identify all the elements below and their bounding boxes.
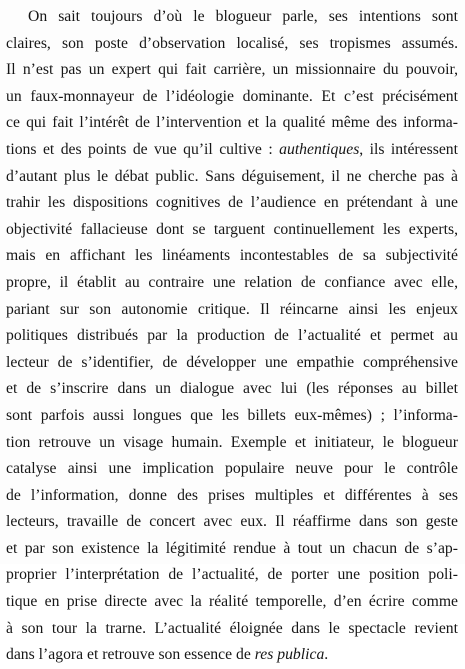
text-line: mais en affichant les linéaments incontestables de sa subjectivité [6,247,458,265]
text-line: objectivité fallacieuse dont se targuent continuellement les experts, [6,220,458,238]
text-line: et par son existence la légitimité rendue à tout un chacun de s’ap- [6,539,458,557]
text-line: On sait toujours d’où le blogueur parle, ses intentions sont [28,8,458,25]
italic-term: res publica [254,646,325,664]
text-line: trahir les dispositions cognitives de l’audience en prétendant à une [6,194,458,212]
text-line: propre, il établit au contraire une relation de confiance avec elle, [6,273,458,291]
text-line: de l’information, donne des prises multiples et différentes à ses [6,486,458,504]
text-line: tique en prise directe avec la réalité temporelle, d’en écrire comme [6,593,458,611]
text-line: politiques distribués par la production de l’actualité et permet au [6,327,458,345]
text-line: pariant sur son autonomie critique. Il réincarne ainsi les enjeux [6,300,458,318]
text-segment: tions et des points de vue qu’il cultive : [6,140,280,158]
text-line: Il n’est pas un expert qui fait carrière, un missionnaire du pouvoir, [6,61,458,79]
text-line [6,642,458,669]
text-line: sont parfois aussi longues que les billets eux-mêmes) ; l’informa- [6,406,458,424]
text-line: catalyse ainsi une implication populaire neuve pour le contrôle [6,460,458,478]
body-paragraph [6,4,458,669]
text-segment: dans l’agora et retrouve son essence de [6,646,255,664]
text-line: lecteurs, travaille de concert avec eux. Il réaffirme dans son geste [6,513,458,531]
text-line: à son tour la trarne. L’actualité éloignée dans le spectacle revient [6,619,458,637]
text-line: ce qui fait l’intérêt de l’intervention et la qualité même des informa- [6,114,458,132]
text-line: lecteur de s’identifier, de développer une empathie compréhensive [6,353,458,371]
text-line: proprier l’interprétation de l’actualité, de porter une position poli- [6,566,458,584]
text-segment: . [324,646,329,664]
text-segment: , ils intéressent [359,140,458,158]
italic-term: authentiques [279,140,360,158]
text-line: claires, son poste d’observation localisé, ses tropismes assumés. [6,34,458,52]
text-line: d’autant plus le débat public. Sans déguisement, il ne cherche pas à [6,167,458,185]
text-line: et de s’inscrire dans un dialogue avec lui (les réponses au billet [6,380,458,398]
text-line [6,137,458,164]
text-line: un faux-monnayeur de l’idéologie dominante. Et c’est précisément [6,87,458,105]
text-line: tion retrouve un visage humain. Exemple et initiateur, le blogueur [6,433,458,451]
